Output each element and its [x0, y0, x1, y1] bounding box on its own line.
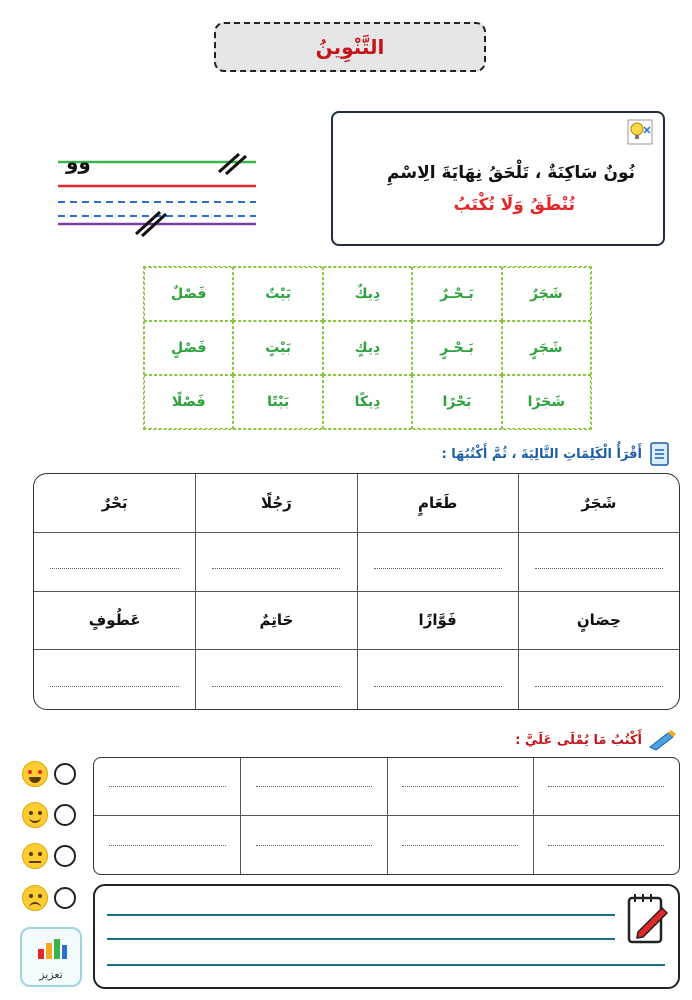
grid-cell: بَحْرًا	[412, 375, 501, 429]
grid-cell: بَيْتٌ	[233, 267, 322, 321]
lesson-title-box	[214, 22, 486, 72]
reinforcement-badge	[20, 927, 82, 987]
dictation-cell[interactable]	[387, 758, 533, 816]
dictation-cell[interactable]	[533, 758, 679, 816]
rating-circle[interactable]	[54, 804, 76, 826]
document-icon	[648, 441, 672, 467]
writing-line	[107, 964, 665, 966]
grid-cell: دِيكٌ	[323, 267, 412, 321]
word-cell: عَطُوفٍ	[34, 592, 195, 651]
writing-hand-icon	[648, 729, 678, 751]
rating-circle[interactable]	[54, 845, 76, 867]
rating-star-struck[interactable]	[22, 760, 82, 788]
writing-line	[107, 938, 615, 940]
word-cell: طَعَامٍ	[357, 474, 518, 533]
rule-definition: نُونٌ سَاكِنَةٌ ، تَلْحَقُ نِهَايَةَ الِاسْمِ	[387, 163, 635, 183]
word-cell: حِصَانٍ	[518, 592, 679, 651]
rating-circle[interactable]	[54, 763, 76, 785]
word-cell: فَوَّازًا	[357, 592, 518, 651]
badge-label: تعزيز	[39, 968, 63, 981]
grid-cell: فَصْلٍ	[144, 321, 233, 375]
dictation-cell[interactable]	[533, 816, 679, 874]
grid-cell: بَيْتٍ	[233, 321, 322, 375]
dictation-cell[interactable]	[94, 758, 240, 816]
rating-circle[interactable]	[54, 887, 76, 909]
rating-frowning[interactable]	[22, 884, 82, 912]
notepad-pencil-icon	[626, 892, 670, 946]
write-answer-cell[interactable]	[518, 650, 679, 709]
word-cell: حَاتِمٌ	[195, 592, 356, 651]
free-writing-box[interactable]	[93, 884, 680, 989]
frowning-emoji-icon	[22, 885, 48, 911]
write-answer-cell[interactable]	[357, 650, 518, 709]
exercise2-title: أَكْتُبُ مَا يُمْلَى عَلَيَّ :	[515, 732, 642, 748]
word-cell: بَحْرٌ	[34, 474, 195, 533]
dictation-cell[interactable]	[387, 816, 533, 874]
star-struck-emoji-icon	[22, 761, 48, 787]
write-answer-cell[interactable]	[518, 533, 679, 592]
rating-smiling[interactable]	[22, 801, 82, 829]
writing-line	[107, 914, 615, 916]
neutral-emoji-icon	[22, 843, 48, 869]
grid-cell: بَيْتًا	[233, 375, 322, 429]
dictation-cell[interactable]	[240, 758, 386, 816]
grid-cell: دِيكٍ	[323, 321, 412, 375]
read-write-table	[33, 473, 680, 710]
lesson-title: التَّنْوِينُ	[315, 35, 385, 59]
lightbulb-icon	[627, 119, 653, 145]
write-answer-cell[interactable]	[357, 533, 518, 592]
grid-cell: دِيكًا	[323, 375, 412, 429]
grid-cell: شَجَرًا	[502, 375, 591, 429]
grid-cell: بَـحْـرٌ	[412, 267, 501, 321]
grid-cell: فَصْلٌ	[144, 267, 233, 321]
exercise1-header	[442, 441, 672, 467]
dictation-cell[interactable]	[94, 816, 240, 874]
rule-note: تُنْطَقُ وَلَا تُكْتَبُ	[453, 195, 575, 215]
exercise2-header	[515, 729, 678, 751]
write-answer-cell[interactable]	[195, 650, 356, 709]
illustration-letters: وو	[66, 150, 91, 174]
write-answer-cell[interactable]	[34, 533, 195, 592]
dictation-table	[93, 757, 680, 875]
rule-box	[331, 111, 665, 246]
word-cell: رَجُلًا	[195, 474, 356, 533]
bar-chart-icon	[36, 935, 68, 961]
rating-neutral[interactable]	[22, 842, 82, 870]
grid-cell: شَجَرٌ	[502, 267, 591, 321]
write-answer-cell[interactable]	[195, 533, 356, 592]
grid-cell: فَصْلًا	[144, 375, 233, 429]
grid-cell: بَـحْـرٍ	[412, 321, 501, 375]
exercise1-title: أَقْرَأُ الْكَلِمَاتِ التَّالِيَةَ ، ثُمَّ أَكْتُبُهَا :	[441, 446, 642, 462]
smiling-emoji-icon	[22, 802, 48, 828]
examples-grid	[143, 266, 592, 430]
dictation-cell[interactable]	[240, 816, 386, 874]
write-answer-cell[interactable]	[34, 650, 195, 709]
grid-cell: شَجَرٍ	[502, 321, 591, 375]
word-cell: شَجَرٌ	[518, 474, 679, 533]
